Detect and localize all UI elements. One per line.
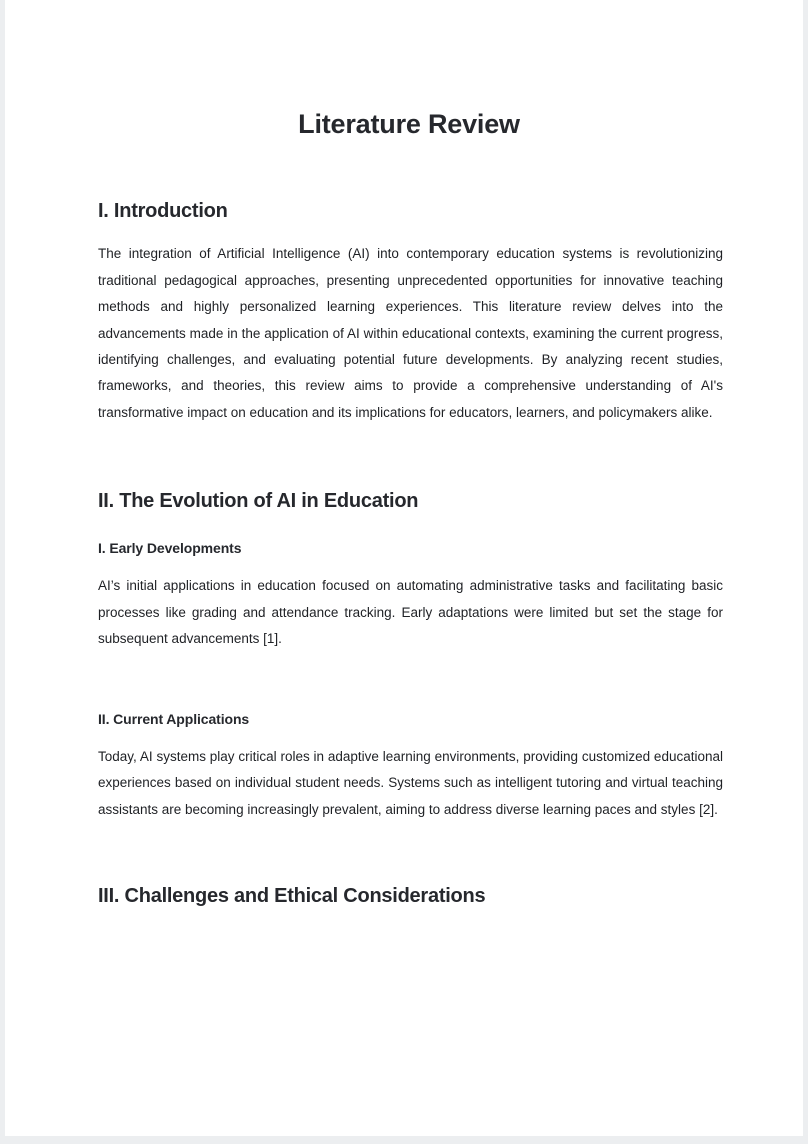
section-heading-introduction: I. Introduction [98,200,228,223]
spacer [93,140,725,198]
subheading-early-developments: I. Early Developments [98,540,242,557]
paragraph-early-developments: AI’s initial applications in education focused on automating administrative tasks and facilitating basic processes like grading and attendance tracking. Early adaptations were limited but set the stage for subsequent advancements [1]. [98,578,723,647]
document-content [93,0,725,909]
spacer [93,514,725,539]
page-title: Literature Review [298,109,520,139]
section-heading-challenges-ethical-considerations: III. Challenges and Ethical Considerations [98,885,486,908]
spacer [93,653,725,710]
paragraph-introduction: The integration of Artificial Intelligence (AI) into contemporary education systems is revolutionizing traditional pedagogical approaches, presenting unprecedented opportunities for innovative teaching methods and highly personalized learning experiences. This literature review delves into the advancements made in the application of AI within educational contexts, examining the current progress, identifying challenges, and evaluating potential future developments. By analyzing recent studies, frameworks, and theories, this review aims to provide a comprehensive understanding of AI's transformative impact on education and its implications for educators, learners, and policymakers alike. [98,246,723,420]
spacer [93,557,725,573]
spacer [93,823,725,883]
spacer [93,426,725,488]
paragraph-current-applications: Today, AI systems play critical roles in adaptive learning environments, providing customized educational experiences based on individual student needs. Systems such as intelligent tutoring and virtual teaching assistants are becoming increasingly prevalent, aiming to address diverse learning paces and styles [2]. [98,748,723,817]
spacer [93,224,725,241]
section-heading-evolution-of-ai: II. The Evolution of AI in Education [98,490,419,513]
spacer [93,728,725,744]
document-page [5,0,803,1136]
subheading-current-applications: II. Current Applications [98,710,250,727]
